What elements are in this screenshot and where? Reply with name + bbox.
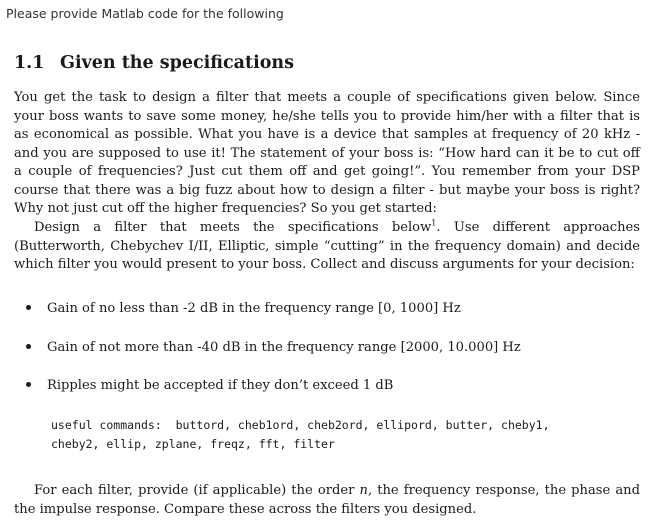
bullet-icon [26, 344, 31, 349]
bullet-icon [26, 305, 31, 310]
spec-item [26, 339, 521, 357]
closing-text-start: For each filter, provide (if applicable) the order [34, 483, 360, 498]
request-text: Please provide Matlab code for the following [6, 6, 284, 21]
order-variable: n [359, 483, 368, 498]
spec-text: Gain of not more than -40 dB in the frequency range [2000, 10.000] Hz [47, 340, 521, 355]
task-text-end: . Use different approaches (Butterworth, Chebychev I/II, Elliptic, simple “cutting” in the frequency domain) and decide which filter you would present to your boss. Collect and discuss arguments for your decision: [14, 220, 641, 272]
section-title: Given the specifications [60, 53, 294, 73]
spec-text: Gain of no less than -2 dB in the frequency range [0, 1000] Hz [47, 301, 461, 316]
section-number: 1.1 [14, 53, 45, 73]
closing-paragraph [14, 482, 640, 519]
section-heading [14, 53, 294, 73]
spec-item [26, 300, 461, 318]
closing-text-end: , the frequency response, the phase and the impulse response. Compare these across the filters you designed. [14, 483, 640, 517]
intro-paragraph: You get the task to design a filter that meets a couple of specifications given below. Since your boss wants to save some money, he/she tells you to provide him/her with a filter that is as economical as possible. What you have is a device that samples at frequency of 20 kHz - and you are supposed to use it! The statement of your boss is: “How hard can it be to cut off a couple of frequencies? Just cut them off and get going!”. You remember from your DSP course that there was a big fuzz about how to design a filter - but maybe your boss is right? Why not just cut off the higher frequencies? So you get started: [14, 90, 640, 216]
spec-item [26, 377, 393, 395]
bullet-icon [26, 382, 31, 387]
spec-text: Ripples might be accepted if they don’t exceed 1 dB [47, 378, 394, 393]
task-paragraph [14, 219, 640, 275]
code-line: cheby2, ellip, zplane, freqz, fft, filter [51, 436, 335, 451]
code-line: useful commands: buttord, cheb1ord, cheb2ord, ellipord, butter, cheby1, [51, 418, 550, 432]
code-block [51, 416, 550, 453]
footnote-marker: 1 [431, 218, 437, 228]
task-text-start: Design a filter that meets the specifications below [34, 220, 432, 235]
